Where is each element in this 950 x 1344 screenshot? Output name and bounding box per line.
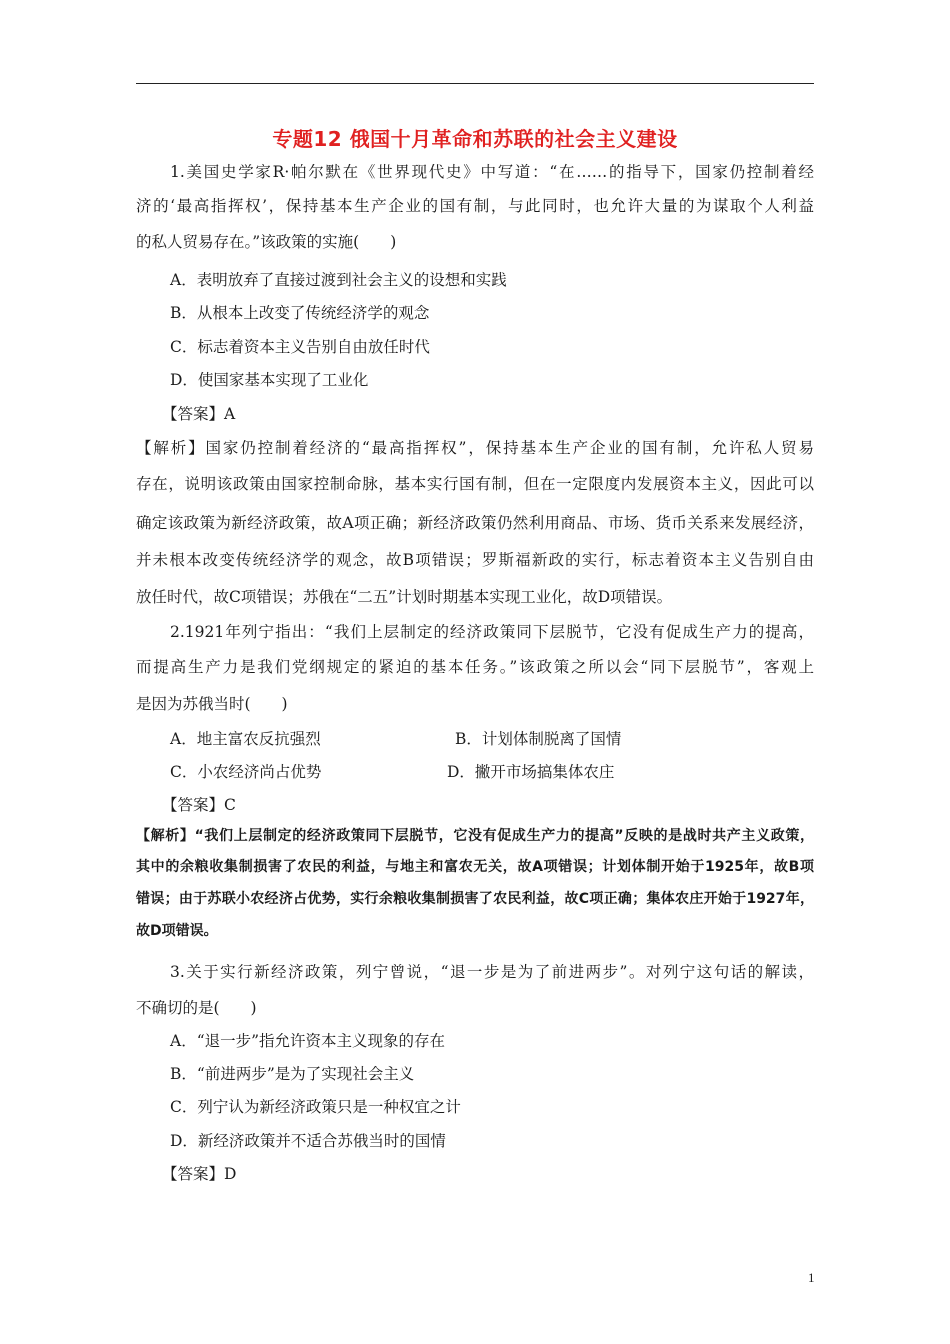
q2-analysis-line: 其中的余粮收集制损害了农民的利益，与地主和富农无关，故A项错误；计划体制开始于1925年，故B项 — [136, 859, 814, 875]
q1-stem-line: 济的‘最高指挥权’，保持基本生产企业的国有制，与此同时，也允许大量的为谋取个人利益 — [136, 197, 814, 215]
q1-analysis-line: 【解析】国家仍控制着经济的“最高指挥权”，保持基本生产企业的国有制，允许私人贸易 — [136, 439, 814, 457]
header-rule — [136, 83, 814, 84]
q2-option-c: C．小农经济尚占优势 — [170, 763, 322, 781]
q2-stem-line: 是因为苏俄当时( ) — [136, 695, 288, 713]
q3-option-a: A．“退一步”指允许资本主义现象的存在 — [170, 1032, 446, 1050]
q1-option-b: B．从根本上改变了传统经济学的观念 — [170, 304, 430, 322]
q1-option-a: A．表明放弃了直接过渡到社会主义的设想和实践 — [170, 271, 507, 289]
q2-analysis-line: 错误；由于苏联小农经济占优势，实行余粮收集制损害了农民利益，故C项正确；集体农庄开始于1927年， — [136, 891, 814, 907]
q2-option-a: A．地主富农反抗强烈 — [170, 730, 321, 748]
q1-analysis-line: 存在，说明该政策由国家控制命脉，基本实行国有制，但在一定限度内发展资本主义，因此可以 — [136, 475, 814, 493]
q3-option-b: B．“前进两步”是为了实现社会主义 — [170, 1065, 415, 1083]
q2-analysis-line: 故D项错误。 — [136, 923, 218, 939]
q2-stem-line: 2.1921年列宁指出：“我们上层制定的经济政策同下层脱节，它没有促成生产力的提高， — [170, 623, 814, 641]
q1-stem-line: 1.美国史学家R·帕尔默在《世界现代史》中写道：“在……的指导下，国家仍控制着经 — [170, 163, 814, 181]
q3-stem-line: 3.关于实行新经济政策，列宁曾说，“退一步是为了前进两步”。对列宁这句话的解读， — [170, 963, 814, 981]
q2-answer: 【答案】C — [162, 796, 236, 814]
q1-analysis-line: 并未根本改变传统经济学的观念，故B项错误；罗斯福新政的实行，标志着资本主义告别自由 — [136, 551, 814, 569]
q3-stem-line: 不确切的是( ) — [136, 999, 257, 1017]
q3-option-c: C．列宁认为新经济政策只是一种权宜之计 — [170, 1098, 461, 1116]
page-number: 1 — [808, 1270, 815, 1285]
q3-option-d: D．新经济政策并不适合苏俄当时的国情 — [170, 1132, 446, 1150]
q1-answer: 【答案】A — [162, 405, 236, 423]
q2-option-b: B．计划体制脱离了国情 — [455, 730, 622, 748]
q2-analysis-line: 【解析】“我们上层制定的经济政策同下层脱节，它没有促成生产力的提高”反映的是战时共产主义政策， — [136, 828, 814, 844]
q1-option-c: C．标志着资本主义告别自由放任时代 — [170, 338, 430, 356]
q1-stem-line: 的私人贸易存在。”该政策的实施( ) — [136, 233, 397, 251]
q3-answer: 【答案】D — [162, 1165, 237, 1183]
q1-analysis-line: 确定该政策为新经济政策，故A项正确；新经济政策仍然利用商品、市场、货币关系来发展经济， — [136, 514, 814, 532]
q1-analysis-line: 放任时代，故C项错误；苏俄在“二五”计划时期基本实现工业化，故D项错误。 — [136, 588, 673, 606]
page-title: 专题12 俄国十月革命和苏联的社会主义建设 — [272, 127, 678, 151]
q2-option-d: D．撇开市场搞集体农庄 — [447, 763, 615, 781]
q2-stem-line: 而提高生产力是我们党纲规定的紧迫的基本任务。”该政策之所以会“同下层脱节”，客观上 — [136, 658, 814, 676]
q1-option-d: D．使国家基本实现了工业化 — [170, 371, 369, 389]
